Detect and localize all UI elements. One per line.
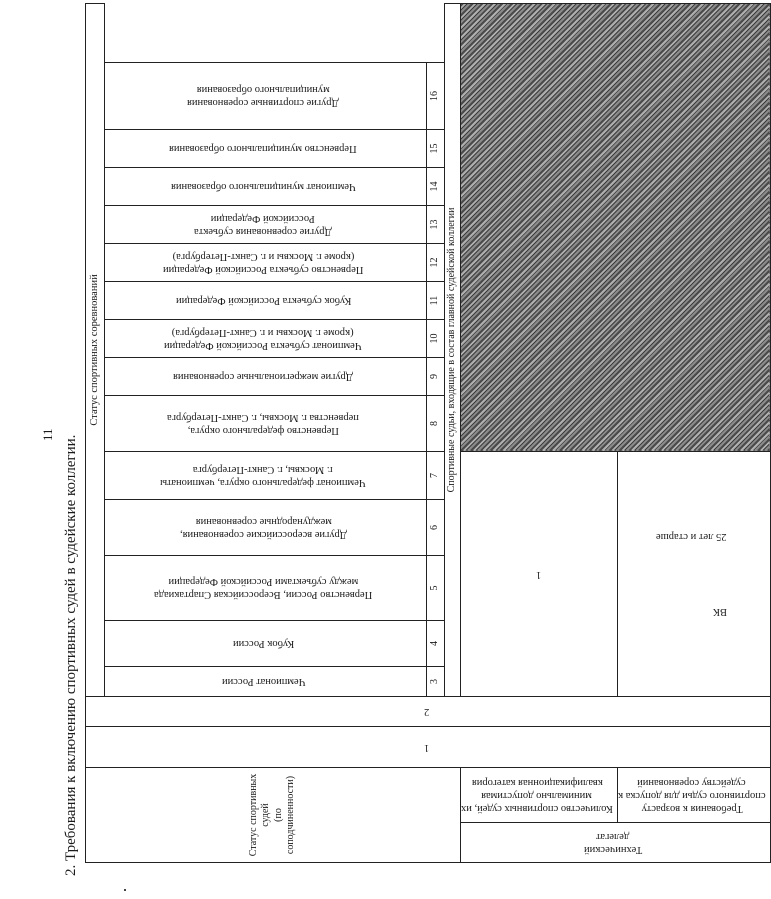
shaded-not-applicable-area bbox=[460, 3, 770, 451]
col-num-12: 12 bbox=[427, 244, 445, 282]
judge-status-header: Статус спортивных судей (по соподчиненности) bbox=[86, 768, 461, 863]
competition-12: Чемпионат муниципального образования bbox=[105, 168, 427, 206]
competition-8: Чемпионат субъекта Российской Федерации (кроме г. Москвы и г. Санкт-Петербурга) bbox=[105, 320, 427, 358]
competition-13: Первенство муниципального образования bbox=[105, 130, 427, 168]
competition-5: Чемпионат федерального округа, чемпионаты г. Москвы, г. Санкт-Петербурга bbox=[105, 452, 427, 500]
col-num-6: 6 bbox=[427, 500, 445, 556]
col-num-3: 3 bbox=[427, 667, 445, 697]
row-label-count: Количество спортивных судей, их минимально допустимая квалификационная категория bbox=[460, 768, 617, 823]
col-num-1: 1 bbox=[86, 727, 771, 768]
category-value: ВК bbox=[712, 606, 727, 618]
age-value: 25 лет и старше bbox=[656, 530, 727, 542]
competition-14: Другие спортивные соревнования муниципального образования bbox=[105, 63, 427, 130]
competition-10: Первенство субъекта Российской Федерации (кроме г. Москвы и г. Санкт-Петербурга) bbox=[105, 244, 427, 282]
competition-1: Чемпионат России bbox=[105, 667, 427, 697]
requirements-table-wrapper bbox=[85, 44, 766, 863]
competition-status-header: Статус спортивных соревнований bbox=[86, 3, 105, 696]
col-num-7: 7 bbox=[427, 452, 445, 500]
col-num-9: 9 bbox=[427, 358, 445, 396]
competition-3: Первенство России, Всероссийская Спартакиада между субъектами Российской Федерации bbox=[105, 556, 427, 621]
scan-speck bbox=[124, 889, 126, 891]
main-judges-subheader: Спортивные судьи, входящие в состав главной судейской коллегии bbox=[445, 3, 461, 696]
competition-4: Другие всероссийские соревнования, международные соревнования bbox=[105, 500, 427, 556]
col-num-4: 4 bbox=[427, 621, 445, 667]
col-num-10: 10 bbox=[427, 320, 445, 358]
category-and-age-values bbox=[617, 452, 770, 697]
role-technical-delegate: Технический делегат bbox=[460, 823, 770, 863]
competition-2: Кубок России bbox=[105, 621, 427, 667]
count-value: 1 bbox=[460, 452, 617, 697]
competition-7: Другие межрегиональные соревнования bbox=[105, 358, 427, 396]
col-num-8: 8 bbox=[427, 396, 445, 452]
col-num-5: 5 bbox=[427, 556, 445, 621]
competition-6: Первенство федерального округа, первенства г. Москвы, г. Санкт-Петербурга bbox=[105, 396, 427, 452]
row-label-age: Требования к возрасту спортивного судьи для допуска к судейству соревнований bbox=[617, 768, 770, 823]
section-heading: 2. Требования к включению спортивных судей в судейские коллегии. bbox=[63, 434, 79, 876]
col-num-14: 14 bbox=[427, 168, 445, 206]
requirements-table bbox=[85, 3, 771, 863]
col-num-13: 13 bbox=[427, 206, 445, 244]
competition-11: Другие соревнования субъекта Российской Федерации bbox=[105, 206, 427, 244]
col-num-11: 11 bbox=[427, 282, 445, 320]
col-num-15: 15 bbox=[427, 130, 445, 168]
competition-9: Кубок субъекта Российской Федерации bbox=[105, 282, 427, 320]
col-num-16: 16 bbox=[427, 63, 445, 130]
col-num-2: 2 bbox=[86, 697, 771, 727]
page-number: 11 bbox=[40, 428, 55, 441]
